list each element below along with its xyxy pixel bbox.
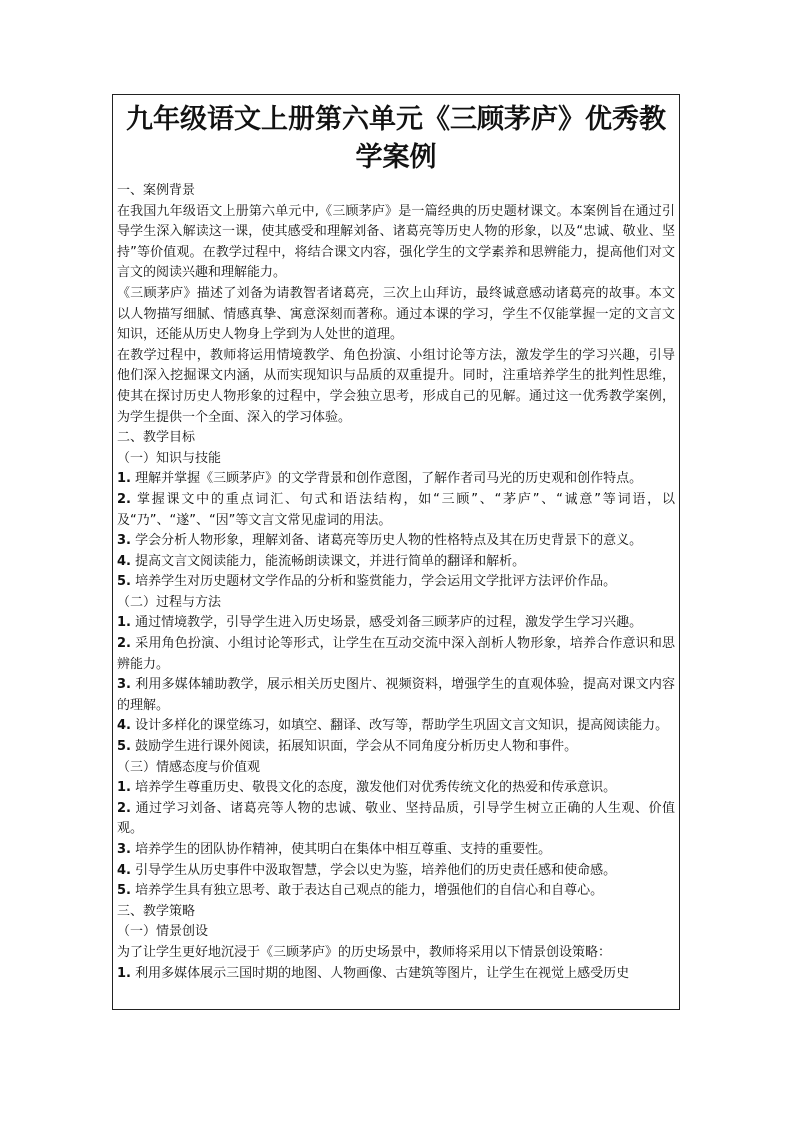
list-number: 4.	[117, 553, 131, 569]
list-text: 培养学生的团队协作精神，使其明白在集体中相互尊重、支持的重要性。	[135, 842, 552, 857]
list-number: 3.	[117, 533, 131, 549]
list-item	[117, 469, 675, 490]
list-number: 5.	[117, 883, 131, 899]
section-heading: 三、教学策略	[117, 903, 196, 919]
list-number: 2.	[117, 636, 131, 652]
list-text: 培养学生对历史题材文学作品的分析和鉴赏能力，学会运用文学批评方法评价作品。	[135, 574, 617, 590]
list-number: 4.	[117, 718, 131, 734]
list-item	[117, 675, 675, 716]
paragraph: 在我国九年级语文上册第六单元中,《三顾茅庐》是一篇经典的历史题材课文。本案例旨在通过引导学生深入解读这一课，使其感受和理解刘备、诸葛亮等历史人物的形象，以及“忠诚、敬业、坚持”等价值观。在教学过程中，将结合课文内容，强化学生的文学素养和思辨能力，提高他们对文言文的阅读兴趣和理解能力。	[117, 203, 675, 281]
list-text: 理解并掌握《三顾茅庐》的文学背景和创作意图，了解作者司马光的历史观和创作特点。	[135, 471, 643, 487]
paragraph: 为了让学生更好地沉浸于《三顾茅庐》的历史场景中，教师将采用以下情景创设策略：	[117, 944, 612, 960]
section-heading: （一）知识与技能	[117, 450, 222, 466]
list-number: 1.	[117, 965, 131, 981]
list-text: 采用角色扮演、小组讨论等形式，让学生在互动交流中深入剖析人物形象，培养合作意识和思辨能力。	[117, 636, 675, 672]
section-heading: （三）情感态度与价值观	[117, 759, 261, 775]
page-title: 九年级语文上册第六单元《三顾茅庐》优秀教学案例	[126, 104, 666, 173]
list-item	[117, 613, 675, 634]
list-number: 5.	[117, 574, 131, 590]
list-text: 通过情境教学，引导学生进入历史场景，感受刘备三顾茅庐的过程，激发学生学习兴趣。	[135, 615, 643, 631]
list-text: 掌握课文中的重点词汇、句式和语法结构，如“三顾”、“茅庐”、“诚意”等词语，以及“乃”、“遂”、“因”等文言文常见虚词的用法。	[117, 491, 675, 528]
paragraph: 《三顾茅庐》描述了刘备为请教智者诸葛亮，三次上山拜访，最终诚意感动诸葛亮的故事。本文以人物描写细腻、情感真挚、寓意深刻而著称。通过本课的学习，学生不仅能掌握一定的文言文知识，还能从历史人物身上学到为人处世的道理。	[117, 285, 675, 343]
list-item	[117, 840, 675, 861]
list-text: 培养学生具有独立思考、敢于表达自己观点的能力，增强他们的自信心和自尊心。	[135, 883, 604, 899]
list-number: 2.	[117, 800, 131, 816]
document-body	[117, 95, 675, 984]
list-text: 引导学生从历史事件中汲取智慧，学会以史为鉴，培养他们的历史责任感和使命感。	[135, 862, 617, 878]
list-item	[117, 552, 675, 573]
list-text: 利用多媒体展示三国时期的地图、人物画像、古建筑等图片，让学生在视觉上感受历史	[135, 965, 630, 981]
document-frame	[112, 94, 680, 1010]
list-text: 通过学习刘备、诸葛亮等人物的忠诚、敬业、坚持品质，引导学生树立正确的人生观、价值观。	[117, 800, 675, 837]
list-text: 培养学生尊重历史、敬畏文化的态度，激发他们对优秀传统文化的热爱和传承意识。	[135, 780, 617, 796]
list-item	[117, 490, 675, 531]
list-number: 2.	[117, 491, 131, 507]
list-text: 利用多媒体辅助教学，展示相关历史图片、视频资料，增强学生的直观体验，提高对课文内容的理解。	[117, 677, 675, 713]
list-text: 设计多样化的课堂练习，如填空、翻译、改写等，帮助学生巩固文言文知识，提高阅读能力。	[135, 718, 669, 734]
list-item	[117, 964, 675, 985]
list-number: 3.	[117, 677, 131, 693]
list-text: 提高文言文阅读能力，能流畅朗读课文，并进行简单的翻译和解析。	[135, 553, 526, 569]
list-item	[117, 634, 675, 675]
section-heading: （二）过程与方法	[117, 594, 222, 610]
list-item	[117, 531, 675, 552]
list-number: 1.	[117, 780, 131, 796]
section-heading: （一）情景创设	[117, 924, 209, 940]
list-number: 3.	[117, 842, 131, 857]
list-item	[117, 778, 675, 799]
list-number: 5.	[117, 739, 131, 755]
list-text: 鼓励学生进行课外阅读，拓展知识面，学会从不同角度分析历史人物和事件。	[135, 739, 578, 755]
section-heading: 一、案例背景	[117, 183, 196, 198]
list-item	[117, 737, 675, 758]
list-text: 学会分析人物形象，理解刘备、诸葛亮等历史人物的性格特点及其在历史背景下的意义。	[135, 533, 643, 549]
list-number: 1.	[117, 615, 131, 631]
list-item	[117, 572, 675, 593]
paragraph: 在教学过程中，教师将运用情境教学、角色扮演、小组讨论等方法，激发学生的学习兴趣，引导他们深入挖掘课文内涵，从而实现知识与品质的双重提升。同时，注重培养学生的批判性思维，使其在探讨历史人物形象的过程中，学会独立思考，形成自己的见解。通过这一优秀教学案例，为学生提供一个全面、深入的学习体验。	[117, 347, 675, 425]
list-item	[117, 799, 675, 840]
list-item	[117, 861, 675, 882]
section-heading: 二、教学目标	[117, 430, 196, 446]
list-item	[117, 881, 675, 902]
list-item	[117, 716, 675, 737]
list-number: 1.	[117, 471, 131, 487]
list-number: 4.	[117, 862, 131, 878]
